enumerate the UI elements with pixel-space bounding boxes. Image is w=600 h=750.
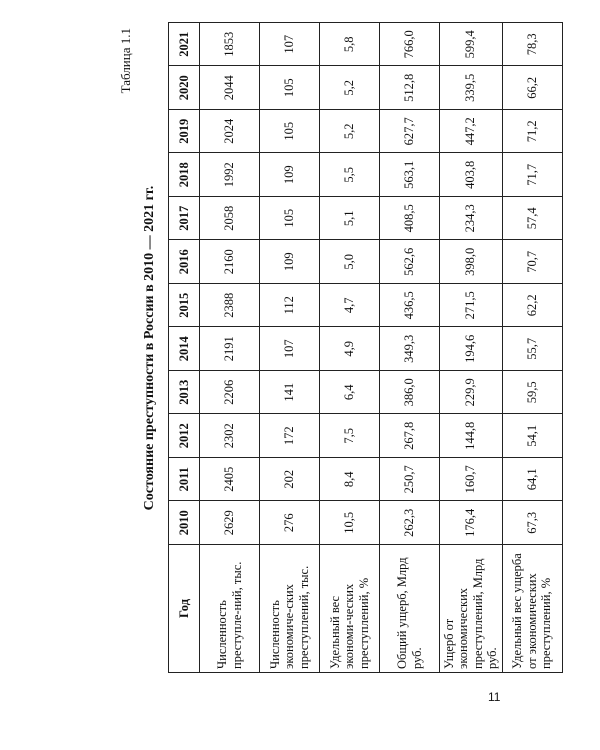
table-row bbox=[380, 23, 440, 673]
table-cell: 234,3 bbox=[440, 197, 503, 241]
table-cell: 160,7 bbox=[440, 458, 503, 502]
table-cell: 766,0 bbox=[380, 23, 440, 67]
table-cell: 5,0 bbox=[320, 240, 380, 284]
table-cell: 109 bbox=[260, 153, 320, 197]
year-header: 2018 bbox=[169, 153, 200, 197]
table-cell: 71,7 bbox=[502, 153, 562, 197]
table-cell: 109 bbox=[260, 240, 320, 284]
table-cell: 2160 bbox=[200, 240, 260, 284]
row-label: Численность преступле-ний, тыс. bbox=[200, 545, 260, 673]
year-header: 2019 bbox=[169, 110, 200, 154]
table-row bbox=[200, 23, 260, 673]
table-cell: 447,2 bbox=[440, 110, 503, 154]
table-title: Состояние преступности в России в 2010 — 2021 гг. bbox=[142, 185, 157, 511]
table-cell: 627,7 bbox=[380, 110, 440, 154]
table-cell: 2191 bbox=[200, 327, 260, 371]
corner-header: Год bbox=[169, 545, 200, 673]
table-cell: 144,8 bbox=[440, 414, 503, 458]
table-cell: 2058 bbox=[200, 197, 260, 241]
table-cell: 2024 bbox=[200, 110, 260, 154]
table-cell: 62,2 bbox=[502, 284, 562, 328]
table-cell: 78,3 bbox=[502, 23, 562, 67]
table-cell: 5,2 bbox=[320, 110, 380, 154]
table-cell: 349,3 bbox=[380, 327, 440, 371]
row-label: Удельный вес экономи-ческих преступлений, % bbox=[320, 545, 380, 673]
page-number: 11 bbox=[488, 690, 501, 704]
table-cell: 276 bbox=[260, 501, 320, 545]
table-cell: 2629 bbox=[200, 501, 260, 545]
row-label: Ущерб от экономических преступлений, Млрд руб. bbox=[440, 545, 503, 673]
table-cell: 141 bbox=[260, 371, 320, 415]
table-cell: 71,2 bbox=[502, 110, 562, 154]
table-row bbox=[440, 23, 503, 673]
table-cell: 2388 bbox=[200, 284, 260, 328]
table-cell: 64,1 bbox=[502, 458, 562, 502]
table-cell: 194,6 bbox=[440, 327, 503, 371]
table-cell: 599,4 bbox=[440, 23, 503, 67]
table-cell: 105 bbox=[260, 66, 320, 110]
year-header: 2011 bbox=[169, 458, 200, 502]
table-cell: 2044 bbox=[200, 66, 260, 110]
table-cell: 403,8 bbox=[440, 153, 503, 197]
table-cell: 5,2 bbox=[320, 66, 380, 110]
table-cell: 8,4 bbox=[320, 458, 380, 502]
table-cell: 67,3 bbox=[502, 501, 562, 545]
year-header: 2020 bbox=[169, 66, 200, 110]
crime-statistics-table bbox=[168, 22, 563, 673]
table-cell: 105 bbox=[260, 197, 320, 241]
table-cell: 339,5 bbox=[440, 66, 503, 110]
table-cell: 105 bbox=[260, 110, 320, 154]
table-cell: 4,7 bbox=[320, 284, 380, 328]
table-row bbox=[502, 23, 562, 673]
table-cell: 398,0 bbox=[440, 240, 503, 284]
table-row bbox=[320, 23, 380, 673]
table-cell: 54,1 bbox=[502, 414, 562, 458]
table-cell: 70,7 bbox=[502, 240, 562, 284]
table-header-row bbox=[169, 23, 200, 673]
table-cell: 5,8 bbox=[320, 23, 380, 67]
table-cell: 5,5 bbox=[320, 153, 380, 197]
table-cell: 250,7 bbox=[380, 458, 440, 502]
table-cell: 562,6 bbox=[380, 240, 440, 284]
table-body bbox=[200, 23, 563, 673]
table-row bbox=[260, 23, 320, 673]
table-cell: 66,2 bbox=[502, 66, 562, 110]
table-cell: 563,1 bbox=[380, 153, 440, 197]
row-label: Численность экономиче-ских преступлений, тыс. bbox=[260, 545, 320, 673]
table-cell: 10,5 bbox=[320, 501, 380, 545]
table-cell: 176,4 bbox=[440, 501, 503, 545]
table-cell: 5,1 bbox=[320, 197, 380, 241]
table-cell: 172 bbox=[260, 414, 320, 458]
year-header: 2013 bbox=[169, 371, 200, 415]
table-cell: 112 bbox=[260, 284, 320, 328]
table-cell: 512,8 bbox=[380, 66, 440, 110]
row-label: Общий ущерб, Млрд руб. bbox=[380, 545, 440, 673]
table-cell: 55,7 bbox=[502, 327, 562, 371]
table-cell: 6,4 bbox=[320, 371, 380, 415]
year-header: 2015 bbox=[169, 284, 200, 328]
table-cell: 408,5 bbox=[380, 197, 440, 241]
table-cell: 107 bbox=[260, 327, 320, 371]
table-cell: 1992 bbox=[200, 153, 260, 197]
table-cell: 57,4 bbox=[502, 197, 562, 241]
rotated-page-content bbox=[118, 23, 583, 673]
year-header: 2010 bbox=[169, 501, 200, 545]
table-cell: 202 bbox=[260, 458, 320, 502]
table-cell: 386,0 bbox=[380, 371, 440, 415]
table-number-label: Таблица 1.1 bbox=[118, 28, 133, 94]
year-header: 2021 bbox=[169, 23, 200, 67]
table-cell: 59,5 bbox=[502, 371, 562, 415]
table-cell: 262,3 bbox=[380, 501, 440, 545]
year-header: 2017 bbox=[169, 197, 200, 241]
table-cell: 7,5 bbox=[320, 414, 380, 458]
table-cell: 1853 bbox=[200, 23, 260, 67]
table-cell: 2206 bbox=[200, 371, 260, 415]
table-cell: 107 bbox=[260, 23, 320, 67]
year-header: 2012 bbox=[169, 414, 200, 458]
table-cell: 267,8 bbox=[380, 414, 440, 458]
table-cell: 2405 bbox=[200, 458, 260, 502]
year-header: 2014 bbox=[169, 327, 200, 371]
table-cell: 436,5 bbox=[380, 284, 440, 328]
year-header: 2016 bbox=[169, 240, 200, 284]
table-cell: 271,5 bbox=[440, 284, 503, 328]
table-cell: 2302 bbox=[200, 414, 260, 458]
row-label: Удельный вес ущерба от экономических преступлений, % bbox=[502, 545, 562, 673]
table-cell: 4,9 bbox=[320, 327, 380, 371]
table-cell: 229,9 bbox=[440, 371, 503, 415]
